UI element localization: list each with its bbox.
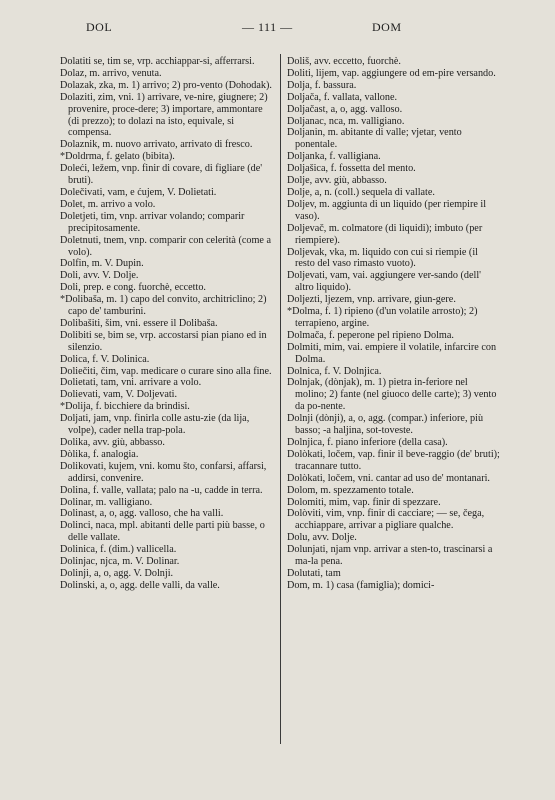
column-divider <box>280 54 281 744</box>
entry: Dolòkati, ločem, vap. finir il beve-raggio (de' bruti); tracannare tutto. <box>287 448 500 472</box>
entry: Dolutati, tam <box>287 567 341 579</box>
entry: Doljanin, m. abitante di valle; vjetar, vento ponentale. <box>287 127 462 151</box>
left-column <box>60 56 273 592</box>
entry: Dolatiti se, tim se, vrp. acchiappar-si, afferrarsi. <box>60 56 255 67</box>
entry: Doliš, avv. eccetto, fuorchè. <box>287 56 401 67</box>
entry: Dolinica, f. (dim.) vallicella. <box>60 544 177 556</box>
entry: Dom, m. 1) casa (famiglia); domici- <box>287 579 435 591</box>
entry: Doljevati, vam, vai. aggiungere ver-sando (dell' altro liquido). <box>287 270 481 294</box>
entry: Dolòkati, ločem, vni. cantar ad uso de' montanari. <box>287 472 490 484</box>
entry: *Dolija, f. bicchiere da brindisi. <box>60 401 190 413</box>
entry: Doliti, lijem, vap. aggiungere od em-pire versando. <box>287 67 496 79</box>
right-column <box>287 56 500 592</box>
page-number: — 111 — <box>242 20 293 34</box>
entry: Dolaz, m. arrivo, venuta. <box>60 67 162 79</box>
entry: Dolina, f. valle, vallata; palo na -u, cadde in terra. <box>60 484 263 496</box>
entry: Doljevak, vka, m. liquido con cui si riempie (il resto del vaso rimasto vuoto). <box>287 246 478 270</box>
entry: Doli, avv. V. Dolje. <box>60 270 139 282</box>
entry: Dolinci, naca, mpl. abitanti delle parti più basse, o delle vallate. <box>60 520 265 544</box>
entry: Dolečivati, vam, e ćujem, V. Dolietati. <box>60 186 217 198</box>
entry: Doljati, jam, vnp. finirla colle astu-zie (da lija, volpe), cader nella trap-pola. <box>60 413 250 437</box>
entry: Dolet, m. arrivo a volo. <box>60 198 156 210</box>
entry: Dolmača, f. peperone pel ripieno Dolma. <box>287 329 454 341</box>
entry: Dolinast, a, o, agg. valloso, che ha valli. <box>60 508 224 520</box>
entry: Dolnjica, f. piano inferiore (della casa). <box>287 437 448 448</box>
entry: Doljačast, a, o, agg. valloso. <box>287 103 403 115</box>
entry: Doletnuti, tnem, vnp. comparir con celerità (come a volo). <box>60 234 272 258</box>
entry: Dolibiti se, bim se, vrp. accostarsi pian piano ed in silenzio. <box>60 329 267 353</box>
entry: Dolje, avv. giù, abbasso. <box>287 175 387 187</box>
running-head-left: DOL <box>86 20 113 34</box>
entry: Doljanka, f. valligiana. <box>287 151 381 163</box>
entry: Doli, prep. e cong. fuorchè, eccetto. <box>60 282 206 294</box>
entry: *Dolma, f. 1) ripieno (d'un volatile arrosto); 2) terrapieno, argine. <box>287 306 478 329</box>
entry: Dolunjati, njam vnp. arrivar a sten-to, trascinarsi a ma-la pena. <box>287 544 493 568</box>
entry: Dolu, avv. Dolje. <box>287 532 357 544</box>
entry: Dolnica, f. V. Dolnjica. <box>287 365 382 377</box>
entry: Dolfin, m. V. Dupin. <box>60 258 144 270</box>
entry: Dolomiti, mim, vap. finir di spezzare. <box>287 496 441 508</box>
entry: Dolnjak, (dònjak), m. 1) pietra in-feriore nel molino; 2) fante (nel giuoco delle carte); 3) vento da po-nente. <box>287 377 497 413</box>
entry: Dolnji (dònji), a, o, agg. (compar.) inferiore, più basso; -a haljina, sot-toveste. <box>287 413 484 437</box>
entry: Doletjeti, tim, vnp. arrivar volando; comparir precipitosamente. <box>60 210 245 234</box>
entry: Dolica, f. V. Dolinica. <box>60 353 150 365</box>
entry: Dolietati, tam, vni. arrivare a volo. <box>60 377 202 389</box>
entry: Doliečiti, čim, vap. medicare o curare sino alla fine. <box>60 365 272 377</box>
entry: *Dolibaša, m. 1) capo del convito, architriclino; 2) capo de' tamburini. <box>60 294 267 318</box>
entry: Doljašica, f. fossetta del mento. <box>287 163 416 175</box>
entry: Dolievati, vam, V. Doljevati. <box>60 389 178 401</box>
entry: Dolazak, zka, m. 1) arrivo; 2) pro-vento (Dohodak). <box>60 79 272 91</box>
running-head-right: DOM <box>372 20 402 34</box>
entry: Doljev, m. aggiunta di un liquido (per riempire il vaso). <box>287 198 487 222</box>
entry: Dolinjac, njca, m. V. Dolinar. <box>60 556 180 568</box>
entry: Dolmiti, mim, vai. empiere il volatile, infarcire con Dolma. <box>287 341 497 365</box>
entry: Doljevač, m. colmatore (di liquidi); imbuto (per riempiere). <box>287 222 483 246</box>
entry: Dolja, f. bassura. <box>287 79 357 91</box>
entry: Dolinski, a, o, agg. delle valli, da valle. <box>60 579 220 591</box>
entry: Dolaznik, m. nuovo arrivato, arrivato di fresco. <box>60 139 253 151</box>
entry: Dolibašiti, šim, vni. essere il Dolibaša. <box>60 317 218 329</box>
entry: Dolaziti, zim, vni. 1) arrivare, ve-nire, giugnere; 2) provenire, proce-dere; 3) importare, ammontare (di prezzo); to dolazi na isto, equivale, si compensa. <box>60 91 268 139</box>
entry: Dolòviti, vim, vnp. finir di cacciare; — se, čega, acchiappare, arrivar a pigliare qualche. <box>287 508 485 532</box>
entry: Dolom, m. spezzamento totale. <box>287 484 414 496</box>
entry: Doljezti, ljezem, vnp. arrivare, giun-gere. <box>287 294 456 306</box>
entry: Dòlika, f. analogia. <box>60 448 139 460</box>
entry: Doljanac, nca, m. valligiano. <box>287 115 405 127</box>
entry: Doljača, f. vallata, vallone. <box>287 91 398 103</box>
entry: Dolika, avv. giù, abbasso. <box>60 437 165 448</box>
entry: Dolje, a, n. (coll.) sequela di vallate. <box>287 186 435 198</box>
entry: *Doldrma, f. gelato (bibita). <box>60 151 175 163</box>
entry: Dolinar, m. valligiano. <box>60 496 153 508</box>
entry: Dolinji, a, o, agg. V. Dolnji. <box>60 567 174 579</box>
entry: Dolikovati, kujem, vni. komu što, confarsi, affarsi, addirsi, convenire. <box>60 460 267 484</box>
entry: Doleći, ležem, vnp. finir di covare, di figliare (de' bruti). <box>60 163 263 187</box>
